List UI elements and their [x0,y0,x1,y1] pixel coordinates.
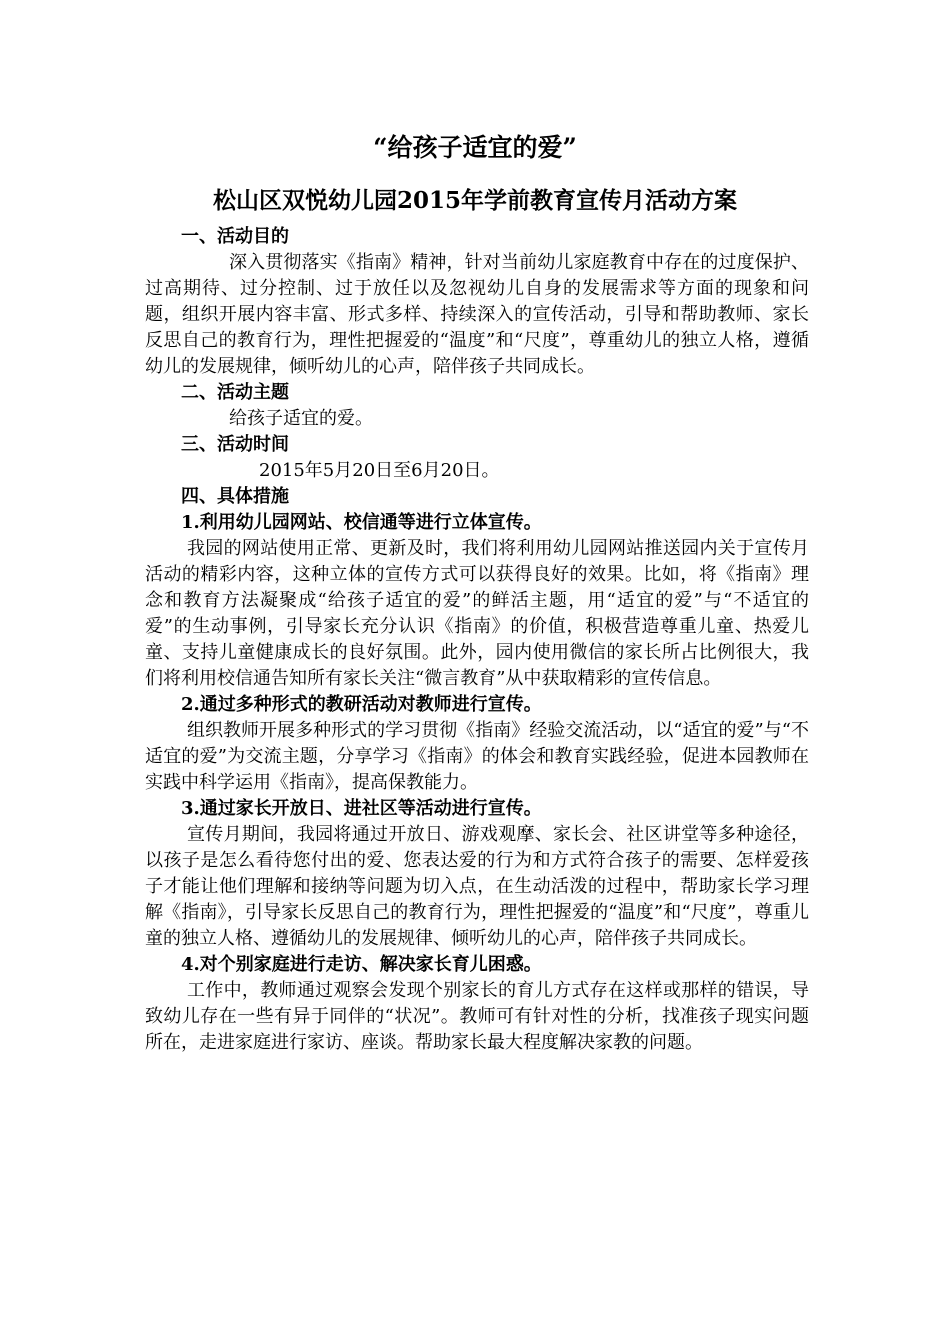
measure-heading-1: 1.利用幼儿园网站、校信通等进行立体宣传。 [181,512,542,533]
section-text-purpose: 深入贯彻落实《指南》精神，针对当前幼儿家庭教育中存在的过度保护、过高期待、过分控制、过于放任以及忽视幼儿自身的发展需求等方面的现象和问题，组织开展内容丰富、形式多样、持续深入的宣传活动，引导和帮助教师、家长反思自己的教育行为，理性把握爱的“温度”和“尺度”，尊重幼儿的独立人格，遵循幼儿的发展规律，倾听幼儿的心声，陪伴孩子共同成长。 [145,252,809,377]
measure-text-1: 我园的网站使用正常、更新及时，我们将利用幼儿园网站推送园内关于宣传月活动的精彩内容，这种立体的宣传方式可以获得良好的效果。比如，将《指南》理念和教育方法凝聚成“给孩子适宜的爱”的鲜活主题，用“适宜的爱”与“不适宜的爱”的生动事例，引导家长充分认识《指南》的价值，积极营造尊重儿童、热爱儿童、支持儿童健康成长的良好氛围。此外，园内使用微信的家长所占比例很大，我们将利用校信通告知所有家长关注“微言教育”从中获取精彩的宣传信息。 [145,538,809,689]
measure-text-2: 组织教师开展多种形式的学习贯彻《指南》经验交流活动，以“适宜的爱”与“不适宜的爱”为交流主题，分享学习《指南》的体会和教育实践经验，促进本园教师在实践中科学运用《指南》，提高保教能力。 [145,720,809,793]
section-text-time: 2015年5月20日至6月20日。 [259,460,500,481]
measure-text-4: 工作中，教师通过观察会发现个别家长的育儿方式存在这样或那样的错误，导致幼儿存在一些有异于同伴的“状况”。教师可有针对性的分析，找准孩子现实问题所在，走进家庭进行家访、座谈。帮助家长最大程度解决家教的问题。 [145,980,809,1053]
document-title: “给孩子适宜的爱” [373,133,577,162]
measure-text-3: 宣传月期间，我园将通过开放日、游戏观摩、家长会、社区讲堂等多种途径，以孩子是怎么看待您付出的爱、您表达爱的行为和方式符合孩子的需要、怎样爱孩子才能让他们理解和接纳等问题为切入点，在生动活泼的过程中，帮助家长学习理解《指南》，引导家长反思自己的教育行为，理性把握爱的“温度”和“尺度”，尊重儿童的独立人格、遵循幼儿的发展规律、倾听幼儿的心声，陪伴孩子共同成长。 [145,824,809,949]
section-text-theme: 给孩子适宜的爱。 [229,408,373,429]
section-heading-time: 三、活动时间 [181,434,289,455]
document-body [145,224,809,1056]
section-heading-theme: 二、活动主题 [181,382,289,403]
section-heading-measures: 四、具体措施 [181,486,289,507]
measure-heading-4: 4.对个别家庭进行走访、解决家长育儿困惑。 [181,954,542,975]
measure-heading-2: 2.通过多种形式的教研活动对教师进行宣传。 [181,694,542,715]
section-heading-purpose: 一、活动目的 [181,226,289,247]
measure-heading-3: 3.通过家长开放日、进社区等活动进行宣传。 [181,798,542,819]
document-subtitle: 松山区双悦幼儿园2015年学前教育宣传月活动方案 [212,187,737,214]
